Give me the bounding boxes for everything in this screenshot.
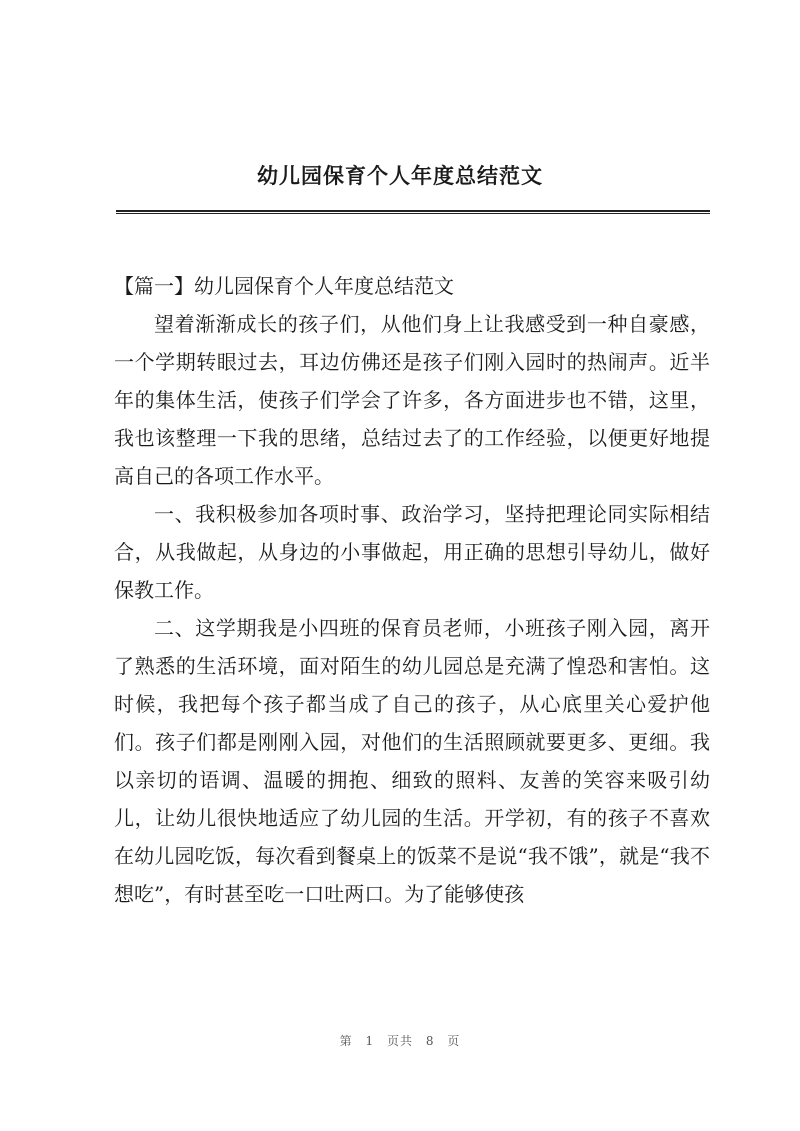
paragraph: 一、我积极参加各项时事、政治学习，坚持把理论同实际相结合，从我做起，从身边的小事做起，用正确的思想引导幼儿，做好保教工作。 bbox=[114, 502, 710, 602]
paragraph: 二、这学期我是小四班的保育员老师，小班孩子刚入园，离开了熟悉的生活环境，面对陌生的幼儿园总是充满了惶恐和害怕。这时候，我把每个孩子都当成了自己的孩子，从心底里关心爱护他们。孩子们都是刚刚入园，对他们的生活照顾就要更多、更细。我以亲切的语调、温暖的拥抱、细致的照料、友善的笑容来吸引幼儿，让幼儿很快地适应了幼儿园的生活。开学初，有的孩子不喜欢在幼儿园吃饭，每次看到餐桌上的饭菜不是说“我不饿”，就是“我不想吃”，有时甚至吃一口吐两口。为了能够使孩 bbox=[114, 616, 710, 906]
title-divider bbox=[116, 210, 710, 214]
footer-prefix: 第 bbox=[339, 1034, 353, 1048]
footer-middle: 页共 bbox=[386, 1034, 413, 1048]
section-heading: 【篇一】幼儿园保育个人年度总结范文 bbox=[114, 274, 454, 298]
document-body bbox=[114, 267, 710, 913]
paragraph: 望着渐渐成长的孩子们，从他们身上让我感受到一种自豪感，一个学期转眼过去，耳边仿佛还是孩子们刚入园时的热闹声。近半年的集体生活，使孩子们学会了许多，各方面进步也不错，这里，我也该整理一下我的思绪，总结过去了的工作经验，以便更好地提高自己的各项工作水平。 bbox=[114, 312, 710, 488]
footer-suffix: 页 bbox=[447, 1034, 461, 1048]
document-title: 幼儿园保育个人年度总结范文 bbox=[257, 163, 543, 188]
footer-page-number: 1 bbox=[365, 1034, 375, 1048]
footer-total-pages: 8 bbox=[425, 1034, 435, 1048]
page-footer bbox=[0, 1032, 800, 1049]
